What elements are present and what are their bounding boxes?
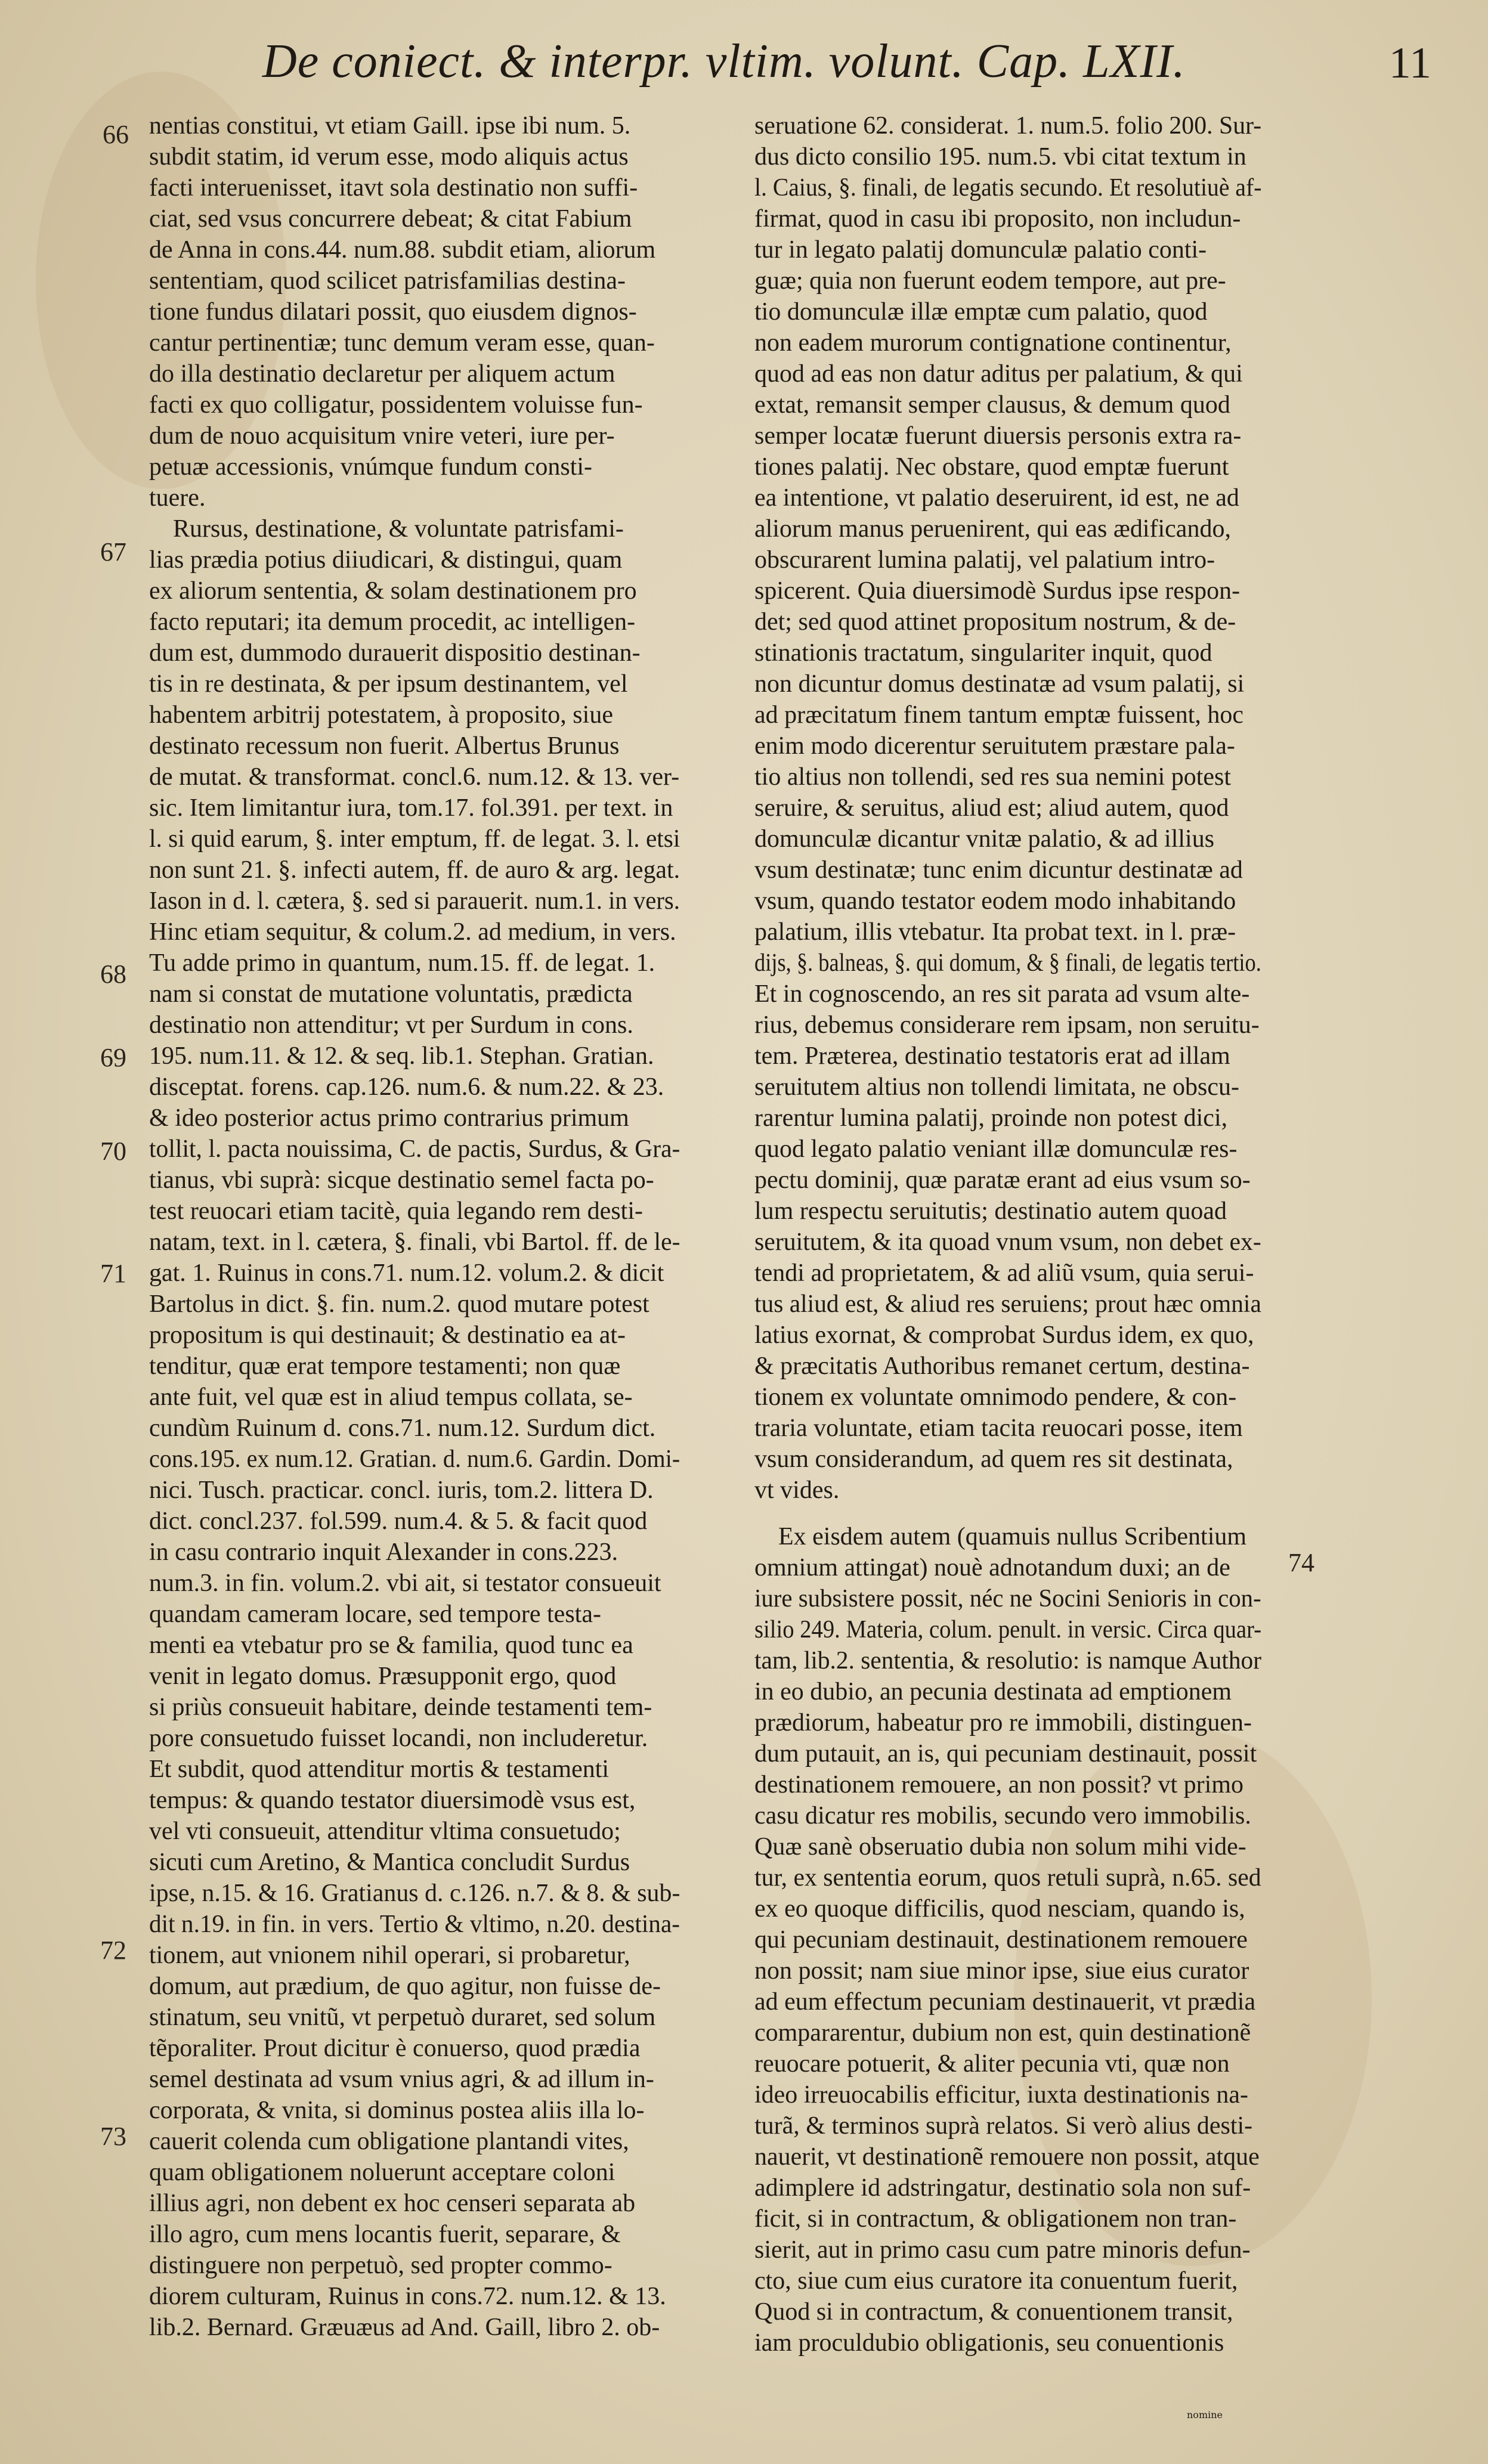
text-line: dum est, dummodo durauerit dispositio destinan- <box>149 639 641 667</box>
text-line: cundùm Ruinum d. cons.71. num.12. Surdum dict. <box>149 1414 656 1442</box>
text-line: semel destinata ad vsum vnius agri, & ad illum in- <box>149 2066 654 2093</box>
text-line: ex eo quoque difficilis, quod nesciam, quando is, <box>754 1895 1245 1923</box>
text-line: destinatio non attenditur; vt per Surdum in cons. <box>149 1011 633 1039</box>
text-line: si priùs consueuit habitare, deinde testamenti tem- <box>149 1694 652 1721</box>
text-line: rius, debemus considerare rem ipsam, non seruitu- <box>754 1011 1260 1039</box>
margin-number-72: 72 <box>100 1936 126 1965</box>
text-line: Et subdit, quod attenditur mortis & testamenti <box>149 1756 610 1783</box>
text-line: enim modo dicerentur seruitutem præstare pala- <box>754 732 1235 760</box>
text-line: tis in re destinata, & per ipsum destinantem, vel <box>149 670 628 698</box>
text-line: Ex eisdem autem (quamuis nullus Scribentium <box>778 1523 1247 1550</box>
text-line: nici. Tusch. practicar. concl. iuris, tom.2. littera D. <box>149 1476 654 1504</box>
text-line: omnium attingat) nouè adnotandum duxi; an de <box>754 1554 1230 1581</box>
text-line: cto, siue cum eius curatore ita conuentum fuerit, <box>754 2267 1238 2295</box>
text-line: non possit; nam siue minor ipse, siue eius curator <box>754 1957 1249 1985</box>
text-line: tem. Præterea, destinatio testatoris erat ad illam <box>754 1042 1230 1070</box>
text-line: Quod si in contractum, & conuentionem transit, <box>754 2298 1233 2326</box>
text-line: tuere. <box>149 484 206 512</box>
text-line: illo agro, cum mens locantis fuerit, separare, & <box>149 2221 621 2248</box>
text-line: cantur pertinentiæ; tunc demum veram esse, quan- <box>149 329 655 357</box>
text-line: l. si quid earum, §. inter emptum, ff. de legat. 3. l. etsi <box>149 825 680 853</box>
text-line: sicuti cum Aretino, & Mantica concludit Surdus <box>149 1849 630 1876</box>
text-line: 195. num.11. & 12. & seq. lib.1. Stephan. Gratian. <box>149 1042 654 1070</box>
text-line: lum respectu seruitutis; destinatio autem quoad <box>754 1197 1227 1225</box>
text-line: tempus: & quando testator diuersimodè vsus est, <box>149 1787 636 1814</box>
margin-number-69: 69 <box>100 1043 126 1072</box>
text-line: cons.195. ex num.12. Gratian. d. num.6. Gardin. Domi- <box>149 1445 680 1473</box>
text-line: non dicuntur domus destinatæ ad vsum palatij, si <box>754 670 1245 698</box>
text-line: tio altius non tollendi, sed res sua nemini potest <box>754 763 1232 791</box>
text-line: dit n.19. in fin. in vers. Tertio & vltimo, n.20. destina- <box>149 1911 680 1938</box>
text-line: ea intentione, vt palatio deseruirent, id est, ne ad <box>754 484 1239 512</box>
margin-number-70: 70 <box>100 1137 126 1166</box>
text-line: ipse, n.15. & 16. Gratianus d. c.126. n.7. & 8. & sub- <box>149 1880 680 1907</box>
text-line: compararentur, dubium non est, quin destinationẽ <box>754 2019 1251 2047</box>
margin-number-66: 66 <box>103 120 129 149</box>
text-line: quam obligationem noluerunt acceptare coloni <box>149 2159 615 2186</box>
text-line: illius agri, non debent ex hoc censeri separata ab <box>149 2190 636 2217</box>
text-line: iure subsistere possit, néc ne Socini Senioris in con- <box>754 1585 1261 1612</box>
margin-number-74: 74 <box>1288 1548 1314 1577</box>
text-line: dict. concl.237. fol.599. num.4. & 5. & facit quod <box>149 1508 648 1535</box>
text-line: firmat, quod in casu ibi proposito, non includun- <box>754 205 1241 233</box>
text-line: test reuocari etiam tacitè, quia legando rem desti- <box>149 1197 643 1225</box>
text-line: de Anna in cons.44. num.88. subdit etiam, aliorum <box>149 236 656 264</box>
text-line: ad præcitatum finem tantum emptæ fuissent, hoc <box>754 701 1244 729</box>
text-line: facti ex quo colligatur, possidentem voluisse fun- <box>149 391 643 419</box>
text-line: ad eum effectum pecuniam destinauerit, vt prædia <box>754 1988 1256 2016</box>
text-line: ante fuit, vel quæ est in aliud tempus collata, se- <box>149 1383 633 1411</box>
text-line: turã, & terminos suprà relatos. Si verò alius desti- <box>754 2112 1253 2140</box>
text-line: natam, text. in l. cætera, §. finali, vbi Bartol. ff. de le- <box>149 1228 680 1256</box>
text-line: sententiam, quod scilicet patrisfamilias destina- <box>149 267 626 295</box>
margin-number-73: 73 <box>100 2122 126 2151</box>
text-line: reuocare potuerit, & aliter pecunia vti, quæ non <box>754 2050 1230 2078</box>
text-line: ex aliorum sententia, & solam destinationem pro <box>149 577 637 605</box>
text-line: tionem, aut vnionem nihil operari, si probaretur, <box>149 1942 630 1969</box>
text-line: disceptat. forens. cap.126. num.6. & num.22. & 23. <box>149 1073 664 1101</box>
text-line: domunculæ dicantur vnitæ palatio, & ad illius <box>754 825 1215 853</box>
text-line: corporata, & vnita, si dominus postea aliis illa lo- <box>149 2097 645 2124</box>
text-line: l. Caius, §. finali, de legatis secundo. Et resolutiuè af- <box>754 174 1262 202</box>
text-line: iam proculdubio obligationis, seu conuentionis <box>754 2329 1224 2357</box>
text-line: lias prædia potius diiudicari, & distingui, quam <box>149 546 623 574</box>
text-line: qui pecuniam destinauit, destinationem remouere <box>754 1926 1248 1954</box>
text-line: Et in cognoscendo, an res sit parata ad vsum alte- <box>754 980 1250 1008</box>
text-line: spicerent. Quia diuersimodè Surdus ipse respon- <box>754 577 1240 605</box>
text-line: tur, ex sententia eorum, quos retuli suprà, n.65. sed <box>754 1864 1261 1892</box>
text-line: tendi ad proprietatem, & ad aliũ vsum, quia serui- <box>754 1259 1254 1287</box>
text-line: non sunt 21. §. infecti autem, ff. de auro & arg. legat. <box>149 856 680 884</box>
text-line: palatium, illis vtebatur. Ita probat text. in l. præ- <box>754 918 1236 946</box>
text-line: facti interuenisset, itavt sola destinatio non suffi- <box>149 174 638 202</box>
text-line: in eo dubio, an pecunia destinata ad emptionem <box>754 1678 1232 1705</box>
text-line: habentem arbitrij potestatem, à proposito, siue <box>149 701 613 729</box>
text-line: vel vti consueuit, attenditur vltima consuetudo; <box>149 1818 621 1845</box>
text-line: quod legato palatio veniant illæ domunculæ res- <box>754 1135 1238 1163</box>
text-line: nentias constitui, vt etiam Gaill. ipse ibi num. 5. <box>149 112 631 140</box>
text-line: stinatum, seu vnitũ, vt perpetuò duraret, sed solum <box>149 2004 656 2031</box>
text-line: domum, aut prædium, de quo agitur, non fuisse de- <box>149 1973 661 2000</box>
text-line: Quæ sanè obseruatio dubia non solum mihi vide- <box>754 1833 1246 1861</box>
text-line: stinationis tractatum, singulariter inquit, quod <box>754 639 1212 667</box>
text-line: tẽporaliter. Prout dicitur è conuerso, quod prædia <box>149 2035 641 2062</box>
text-line: pectu dominij, quæ paratæ erant ad eius vsum so- <box>754 1166 1251 1194</box>
running-title: De coniect. & interpr. vltim. volunt. Cap. LXII. <box>262 35 1186 88</box>
text-line: silio 249. Materia, colum. penult. in versic. Circa quar- <box>754 1616 1262 1643</box>
right-column <box>754 110 1261 2358</box>
text-line: vsum destinatæ; tunc enim dicuntur destinatæ ad <box>754 856 1243 884</box>
text-line: Rursus, destinatione, & voluntate patrisfami- <box>173 515 624 543</box>
text-line: tione fundus dilatari possit, quo eiusdem dignos- <box>149 298 637 326</box>
text-line: petuæ accessionis, vnúmque fundum consti- <box>149 453 593 481</box>
text-line: aliorum manus peruenirent, qui eas ædificando, <box>754 515 1231 543</box>
text-line: & ideo posterior actus primo contrarius primum <box>149 1104 629 1132</box>
text-line: dum putauit, an is, qui pecuniam destinauit, possit <box>754 1740 1257 1767</box>
text-line: ciat, sed vsus concurrere debeat; & citat Fabium <box>149 205 632 233</box>
text-line: tur in legato palatij domunculæ palatio conti- <box>754 236 1207 264</box>
text-line: Bartolus in dict. §. fin. num.2. quod mutare potest <box>149 1290 649 1318</box>
text-line: gat. 1. Ruinus in cons.71. num.12. volum.2. & dicit <box>149 1259 664 1287</box>
text-line: ideo irreuocabilis efficitur, iuxta destinationis na- <box>754 2081 1248 2109</box>
text-line: subdit statim, id verum esse, modo aliquis actus <box>149 143 629 171</box>
page-number: 11 <box>1388 39 1431 88</box>
margin-number-68: 68 <box>100 959 126 989</box>
text-line: destinato recessum non fuerit. Albertus Brunus <box>149 732 620 760</box>
text-line: guæ; quia non fuerunt eodem tempore, aut pre- <box>754 267 1226 295</box>
catchword: nomine <box>1187 2409 1223 2420</box>
text-line: latius exornat, & comprobat Surdus idem, ex quo, <box>754 1321 1254 1349</box>
text-line: vsum, quando testator eodem modo inhabitando <box>754 887 1236 915</box>
text-line: obscurarent lumina palatij, vel palatium intro- <box>754 546 1215 574</box>
text-line: sic. Item limitantur iura, tom.17. fol.391. per text. in <box>149 794 673 822</box>
text-line: seruatione 62. considerat. 1. num.5. folio 200. Sur- <box>754 112 1262 140</box>
text-line: propositum is qui destinauit; & destinatio ea at- <box>149 1321 626 1349</box>
text-line: Hinc etiam sequitur, & colum.2. ad medium, in vers. <box>149 918 676 946</box>
text-line: prædiorum, habeatur pro re immobili, distinguen- <box>754 1709 1252 1736</box>
text-line: traria voluntate, etiam tacita reuocari posse, item <box>754 1414 1243 1442</box>
text-line: tenditur, quæ erat tempore testamenti; non quæ <box>149 1352 621 1380</box>
text-line: tam, lib.2. sententia, & resolutio: is namque Author <box>754 1647 1262 1674</box>
text-line: tianus, vbi suprà: sicque destinatio semel facta po- <box>149 1166 654 1194</box>
text-line: seruitutem, & ita quoad vnum vsum, non debet ex- <box>754 1228 1261 1256</box>
text-line: dijs, §. balneas, §. qui domum, & § finali, de legatis tertio. <box>754 949 1261 977</box>
text-line: facto reputari; ita demum procedit, ac intelligen- <box>149 608 636 636</box>
text-line: tio domunculæ illæ emptæ cum palatio, quod <box>754 298 1208 326</box>
text-line: pore consuetudo fuisset locandi, non includeretur. <box>149 1725 648 1752</box>
text-line: rarentur lumina palatij, proinde non potest dici, <box>754 1104 1228 1132</box>
text-line: non eadem murorum contignatione continentur, <box>754 329 1232 357</box>
text-line: quod ad eas non datur aditus per palatium, & qui <box>754 360 1243 388</box>
text-line: destinationem remouere, an non possit? vt primo <box>754 1771 1243 1799</box>
text-line: de mutat. & transformat. concl.6. num.12. & 13. ver- <box>149 763 680 791</box>
text-line: dum de nouo acquisitum vnire veteri, iure per- <box>149 422 615 450</box>
text-line: adimplere id adstringatur, destinatio sola non suf- <box>754 2174 1251 2202</box>
text-line: quandam cameram locare, sed tempore testa- <box>149 1601 601 1628</box>
text-line: cauerit colenda cum obligatione plantandi vites, <box>149 2128 629 2155</box>
text-line: tionem ex voluntate omnimodo pendere, & con- <box>754 1383 1237 1411</box>
left-column <box>149 110 680 2343</box>
text-line: tus aliud est, & aliud res seruiens; prout hæc omnia <box>754 1290 1261 1318</box>
text-line: diorem culturam, Ruinus in cons.72. num.12. & 13. <box>149 2283 666 2310</box>
text-line: lib.2. Bernard. Græuæus ad And. Gaill, libro 2. ob- <box>149 2314 660 2341</box>
text-line: extat, remansit semper clausus, & demum quod <box>754 391 1230 419</box>
text-line: num.3. in fin. volum.2. vbi ait, si testator consueuit <box>149 1570 661 1597</box>
text-line: tollit, l. pacta nouissima, C. de pactis, Surdus, & Gra- <box>149 1135 680 1163</box>
text-line: do illa destinatio declaretur per aliquem actum <box>149 360 615 388</box>
running-header <box>262 35 1431 100</box>
text-line: nauerit, vt destinationẽ remouere non possit, atque <box>754 2143 1260 2171</box>
text-line: seruire, & seruitus, aliud est; aliud autem, quod <box>754 794 1229 822</box>
text-line: casu dicatur res mobilis, secundo vero immobilis. <box>754 1802 1251 1830</box>
text-line: tiones palatij. Nec obstare, quod emptæ fuerunt <box>754 453 1229 481</box>
text-line: nam si constat de mutatione voluntatis, prædicta <box>149 980 633 1008</box>
text-line: distinguere non perpetuò, sed propter commo- <box>149 2252 612 2279</box>
text-line: Tu adde primo in quantum, num.15. ff. de legat. 1. <box>149 949 655 977</box>
text-line: seruitutem altius non tollendi limitata, ne obscu- <box>754 1073 1240 1101</box>
text-line: sierit, aut in primo casu cum patre minoris defun- <box>754 2236 1251 2264</box>
text-line: det; sed quod attinet propositum nostrum, & de- <box>754 608 1236 636</box>
text-line: dus dicto consilio 195. num.5. vbi citat textum in <box>754 143 1246 171</box>
text-line: vt vides. <box>754 1476 840 1504</box>
text-line: vsum considerandum, ad quem res sit destinata, <box>754 1445 1233 1473</box>
text-line: venit in legato domus. Præsupponit ergo, quod <box>149 1663 617 1690</box>
text-line: in casu contrario inquit Alexander in cons.223. <box>149 1539 618 1566</box>
text-line: Iason in d. l. cætera, §. sed si parauerit. num.1. in vers. <box>149 887 680 915</box>
margin-number-71: 71 <box>100 1259 126 1288</box>
text-line: & præcitatis Authoribus remanet certum, destina- <box>754 1352 1250 1380</box>
margin-number-67: 67 <box>100 537 126 567</box>
text-line: semper locatæ fuerunt diuersis personis extra ra- <box>754 422 1242 450</box>
text-line <box>754 1506 1261 1521</box>
text-line: ficit, si in contractum, & obligationem non tran- <box>754 2205 1237 2233</box>
text-line: menti ea vtebatur pro se & familia, quod tunc ea <box>149 1632 633 1659</box>
